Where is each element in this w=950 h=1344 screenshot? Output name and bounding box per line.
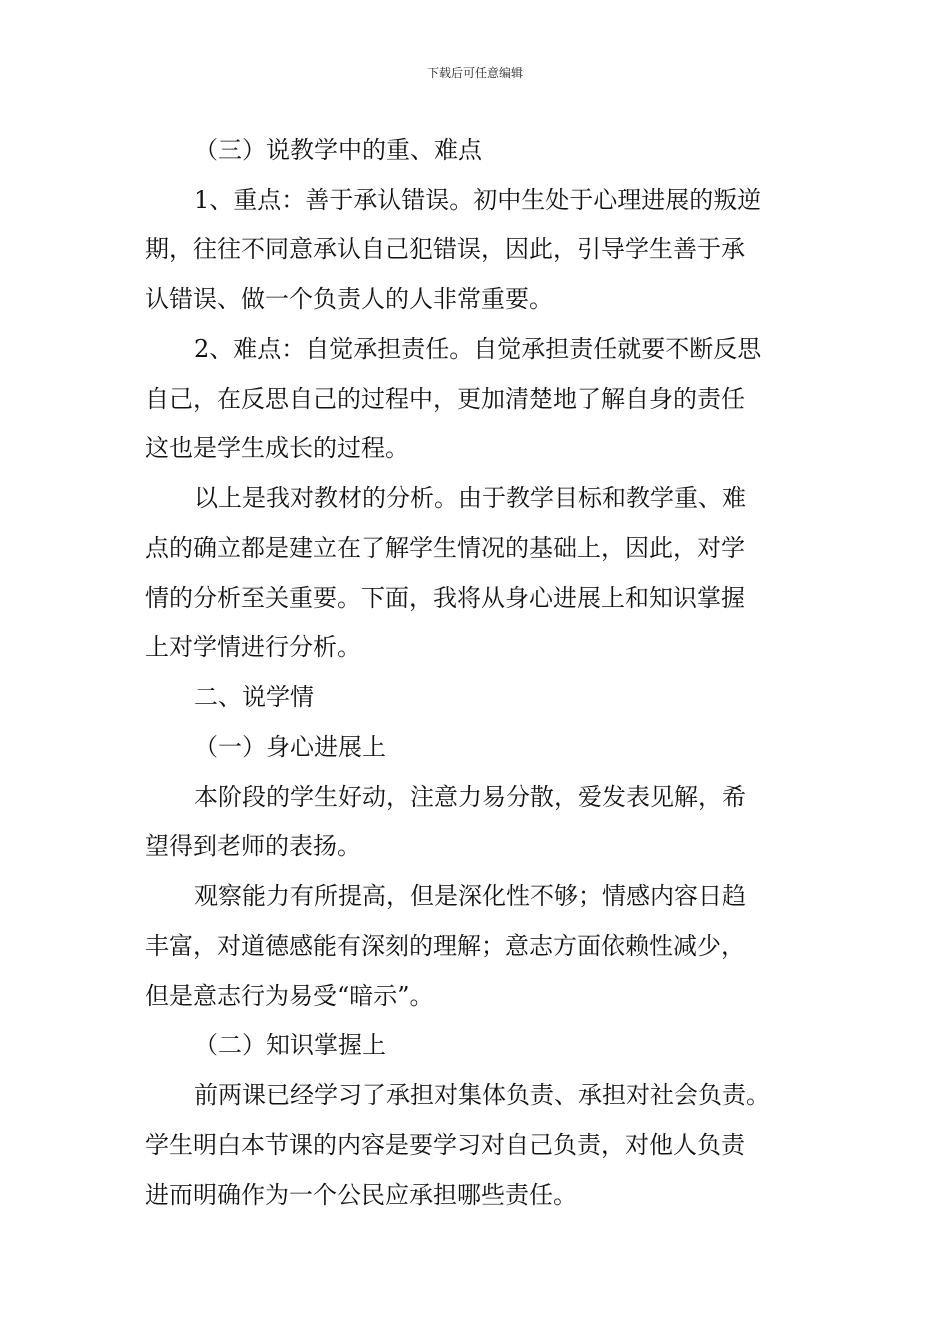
section-heading-learner-analysis: 二、说学情	[194, 683, 314, 711]
paragraph-line: 1、重点：善于承认错误。初中生处于心理进展的叛逆	[194, 186, 762, 214]
paragraph-line: 情的分析至关重要。下面，我将从身心进展上和知识掌握	[145, 584, 745, 612]
paragraph-line: 这也是学生成长的过程。	[145, 434, 409, 462]
paragraph-line: 点的确立都是建立在了解学生情况的基础上，因此，对学	[145, 534, 745, 562]
subsection-heading-development: （一）身心进展上	[194, 733, 386, 761]
section-heading-key-points: （三）说教学中的重、难点	[194, 136, 482, 164]
paragraph-line: 丰富，对道德感能有深刻的理解；意志方面依赖性减少，	[145, 932, 745, 960]
paragraph-line: 前两课已经学习了承担对集体负责、承担对社会负责。	[194, 1081, 770, 1109]
page-header: 下载后可任意编辑	[426, 66, 523, 80]
paragraph-line: 期，往往不同意承认自己犯错误，因此，引导学生善于承	[145, 235, 745, 263]
paragraph-line: 本阶段的学生好动，注意力易分散，爱发表见解，希	[194, 783, 746, 811]
paragraph-line: 认错误、做一个负责人的人非常重要。	[145, 285, 553, 313]
paragraph-line: 自己，在反思自己的过程中，更加清楚地了解自身的责任	[145, 385, 745, 413]
paragraph-line: 2、难点：自觉承担责任。自觉承担责任就要不断反思	[194, 335, 762, 363]
subsection-heading-knowledge: （二）知识掌握上	[194, 1031, 386, 1059]
paragraph-line: 进而明确作为一个公民应承担哪些责任。	[145, 1181, 577, 1209]
paragraph-line: 望得到老师的表扬。	[145, 832, 361, 860]
paragraph-line: 以上是我对教材的分析。由于教学目标和教学重、难	[194, 484, 746, 512]
paragraph-line: 上对学情进行分析。	[145, 633, 361, 661]
paragraph-line: 观察能力有所提高，但是深化性不够；情感内容日趋	[194, 882, 746, 910]
paragraph-line: 但是意志行为易受“暗示”。	[145, 982, 434, 1010]
paragraph-line: 学生明白本节课的内容是要学习对自己负责，对他人负责	[145, 1131, 745, 1159]
